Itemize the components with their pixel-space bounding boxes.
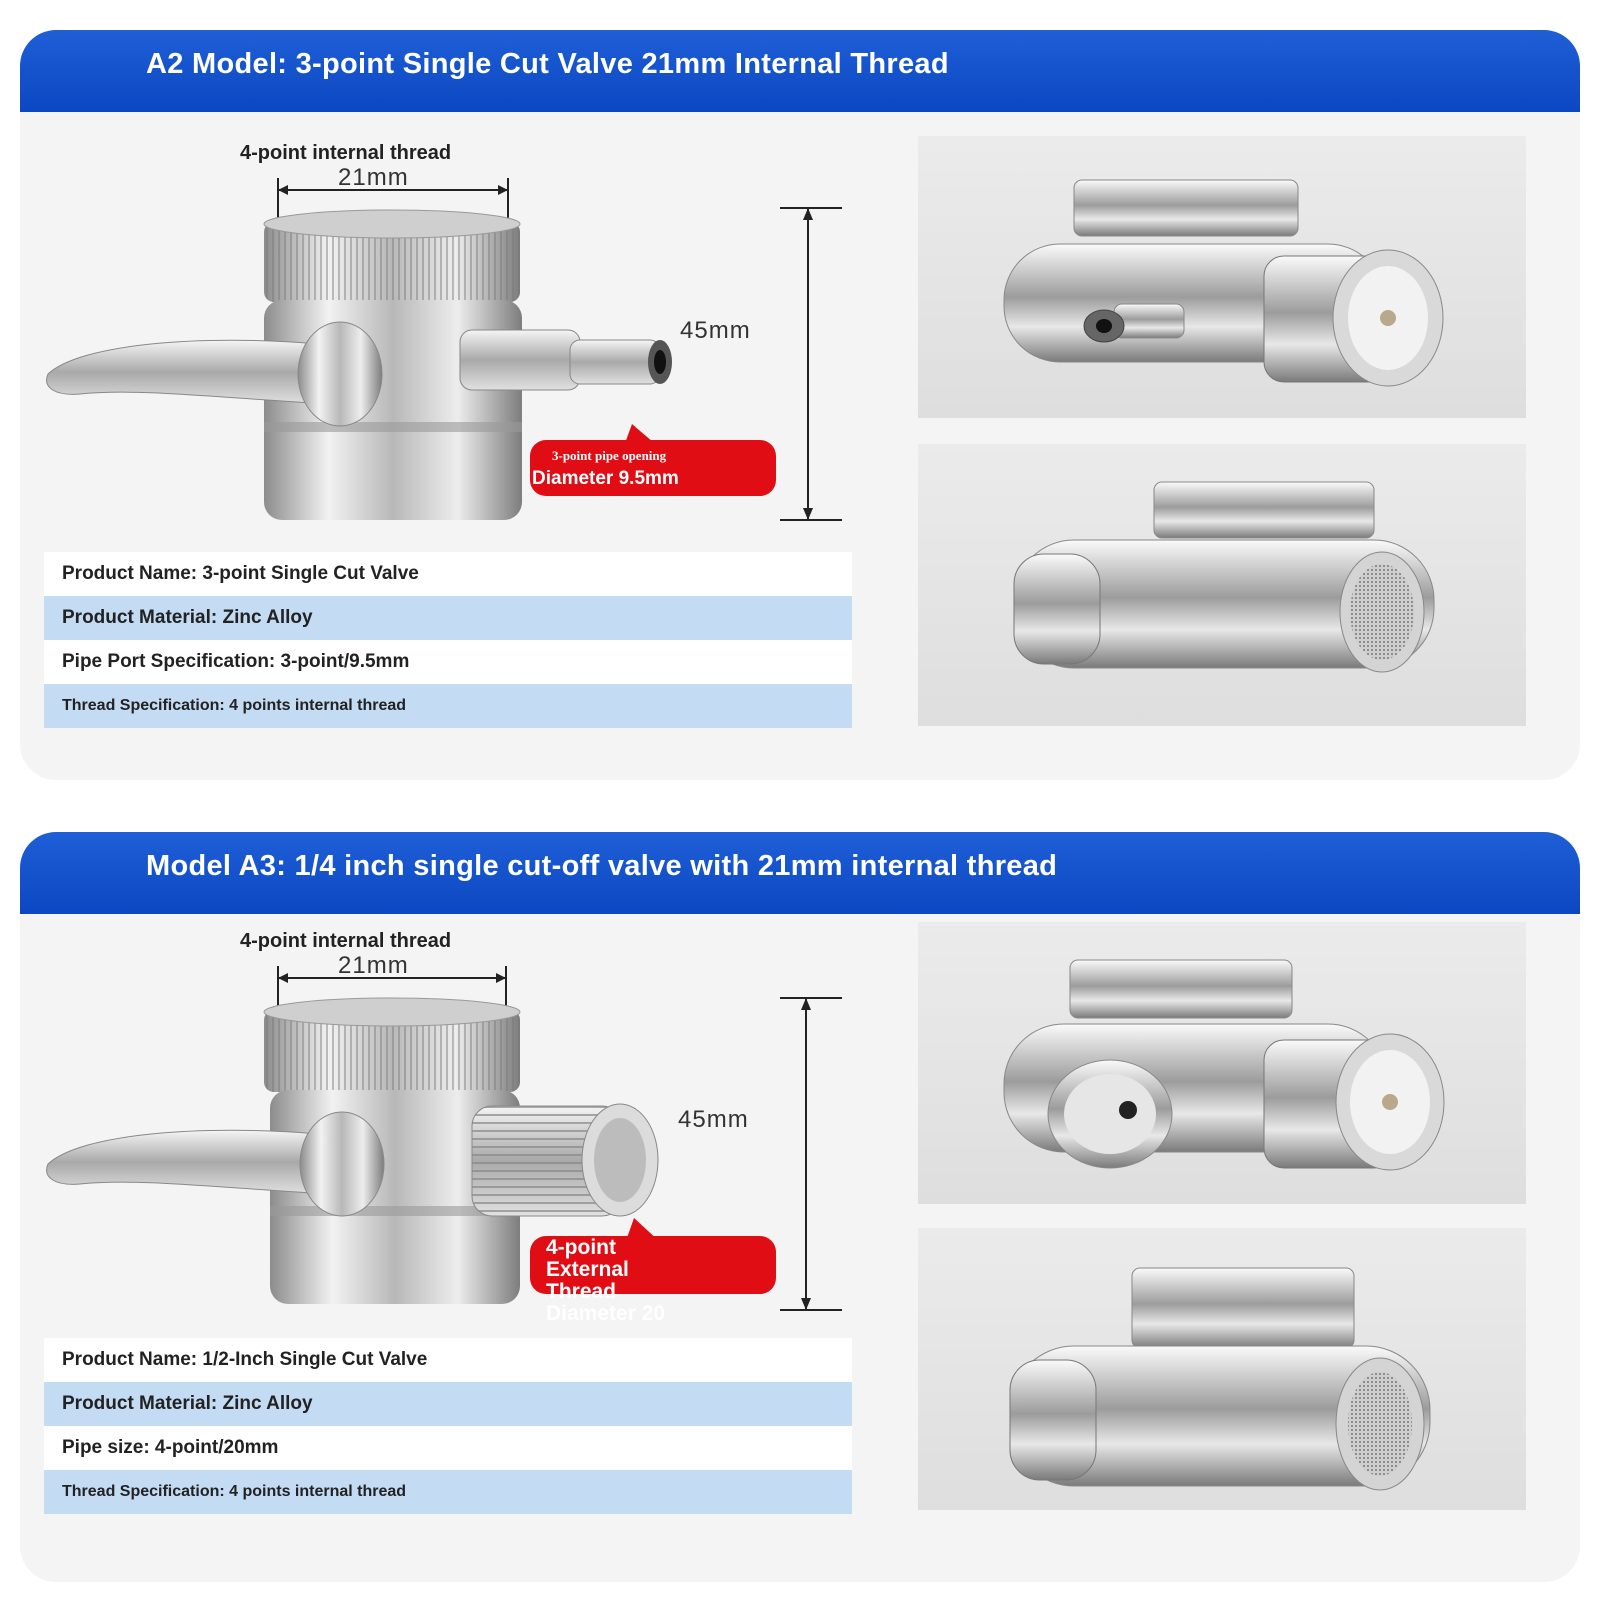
spec-product-material: Product Material: Zinc Alloy <box>44 596 852 640</box>
valve-photo-icon <box>918 922 1526 1204</box>
height-dimension-label: 45mm <box>680 317 751 344</box>
valve-photo-icon <box>918 1228 1526 1510</box>
model-a3-photo-front <box>918 922 1526 1204</box>
external-thread-callout <box>530 1236 776 1325</box>
valve-photo-icon <box>918 136 1526 418</box>
valve-photo-icon <box>918 444 1526 726</box>
model-a2-diagram <box>20 112 900 592</box>
model-a2-panel <box>20 30 1580 780</box>
thread-type-label: 4-point internal thread <box>240 930 452 952</box>
spec-product-material: Product Material: Zinc Alloy <box>44 1382 852 1426</box>
callout-line-4: Diameter 20 <box>546 1302 666 1325</box>
width-dimension-label: 21mm <box>338 164 409 191</box>
model-a3-diagram <box>20 914 900 1394</box>
model-a3-photo-side <box>918 1228 1526 1510</box>
model-a3-banner <box>20 832 1580 914</box>
thread-type-label: 4-point internal thread <box>240 142 452 164</box>
callout-line-1: 3-point pipe opening <box>552 448 667 463</box>
spec-pipe-size: Pipe size: 4-point/20mm <box>44 1426 852 1470</box>
callout-line-2: Diameter 9.5mm <box>532 468 679 489</box>
spec-product-name: Product Name: 3-point Single Cut Valve <box>44 552 852 596</box>
width-dimension-label: 21mm <box>338 952 409 979</box>
callout-line-3: Thread <box>546 1280 617 1303</box>
spec-thread: Thread Specification: 4 points internal thread <box>44 1470 852 1514</box>
height-dimension-label: 45mm <box>678 1106 749 1133</box>
pipe-opening-callout <box>530 440 776 496</box>
callout-line-1: 4-point <box>546 1236 616 1259</box>
spec-pipe-port: Pipe Port Specification: 3-point/9.5mm <box>44 640 852 684</box>
model-a3-title: Model A3: 1/4 inch single cut-off valve with 21mm internal thread <box>146 850 1058 882</box>
model-a3-spec-table <box>44 1338 852 1514</box>
spec-thread: Thread Specification: 4 points internal thread <box>44 684 852 728</box>
model-a2-spec-table <box>44 552 852 728</box>
model-a3-panel <box>20 832 1580 1582</box>
model-a2-photo-side <box>918 444 1526 726</box>
callout-line-2: External <box>546 1258 629 1281</box>
spec-product-name: Product Name: 1/2-Inch Single Cut Valve <box>44 1338 852 1382</box>
valve-diagram-icon <box>20 112 900 592</box>
model-a2-photo-front <box>918 136 1526 418</box>
model-a2-title: A2 Model: 3-point Single Cut Valve 21mm Internal Thread <box>146 48 949 80</box>
model-a2-banner <box>20 30 1580 112</box>
